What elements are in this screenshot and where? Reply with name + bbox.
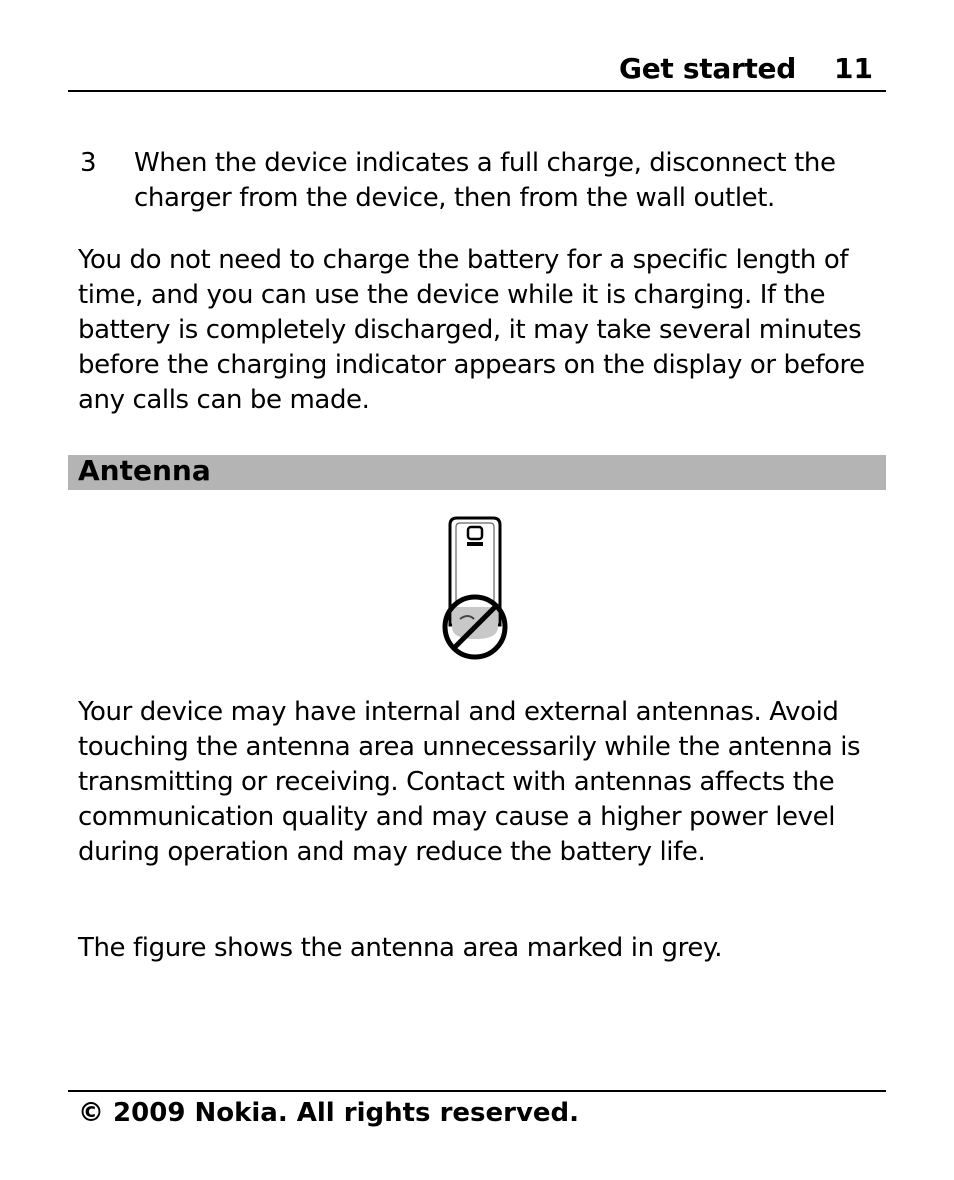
antenna-figure xyxy=(440,515,512,663)
chapter-title: Get started xyxy=(619,52,796,85)
step-text: When the device indicates a full charge, disconnect the charger from the device, then from the wall outlet. xyxy=(134,148,836,213)
camera-lens-icon xyxy=(468,527,482,539)
page-footer xyxy=(68,1090,886,1128)
section-heading-bar xyxy=(68,455,886,490)
section-heading: Antenna xyxy=(78,454,211,487)
copyright-text: © 2009 Nokia. All rights reserved. xyxy=(78,1098,580,1128)
page-header xyxy=(68,50,886,92)
page-number: 11 xyxy=(834,52,873,85)
figure-caption: The figure shows the antenna area marked in grey. xyxy=(78,933,723,963)
antenna-illustration xyxy=(440,515,512,663)
step-number: 3 xyxy=(80,148,97,178)
charging-paragraph: You do not need to charge the battery for a specific length of time, and you can use the device while it is charging. If the battery is completely discharged, it may take several minutes before the charging indicator appears on the display or before any calls can be made. xyxy=(78,245,865,415)
antennas-paragraph: Your device may have internal and external antennas. Avoid touching the antenna area unnecessarily while the antenna is transmitting or receiving. Contact with antennas affects the communication quality and may cause a higher power level during operation and may reduce the battery life. xyxy=(78,697,861,867)
step-item xyxy=(78,146,886,216)
